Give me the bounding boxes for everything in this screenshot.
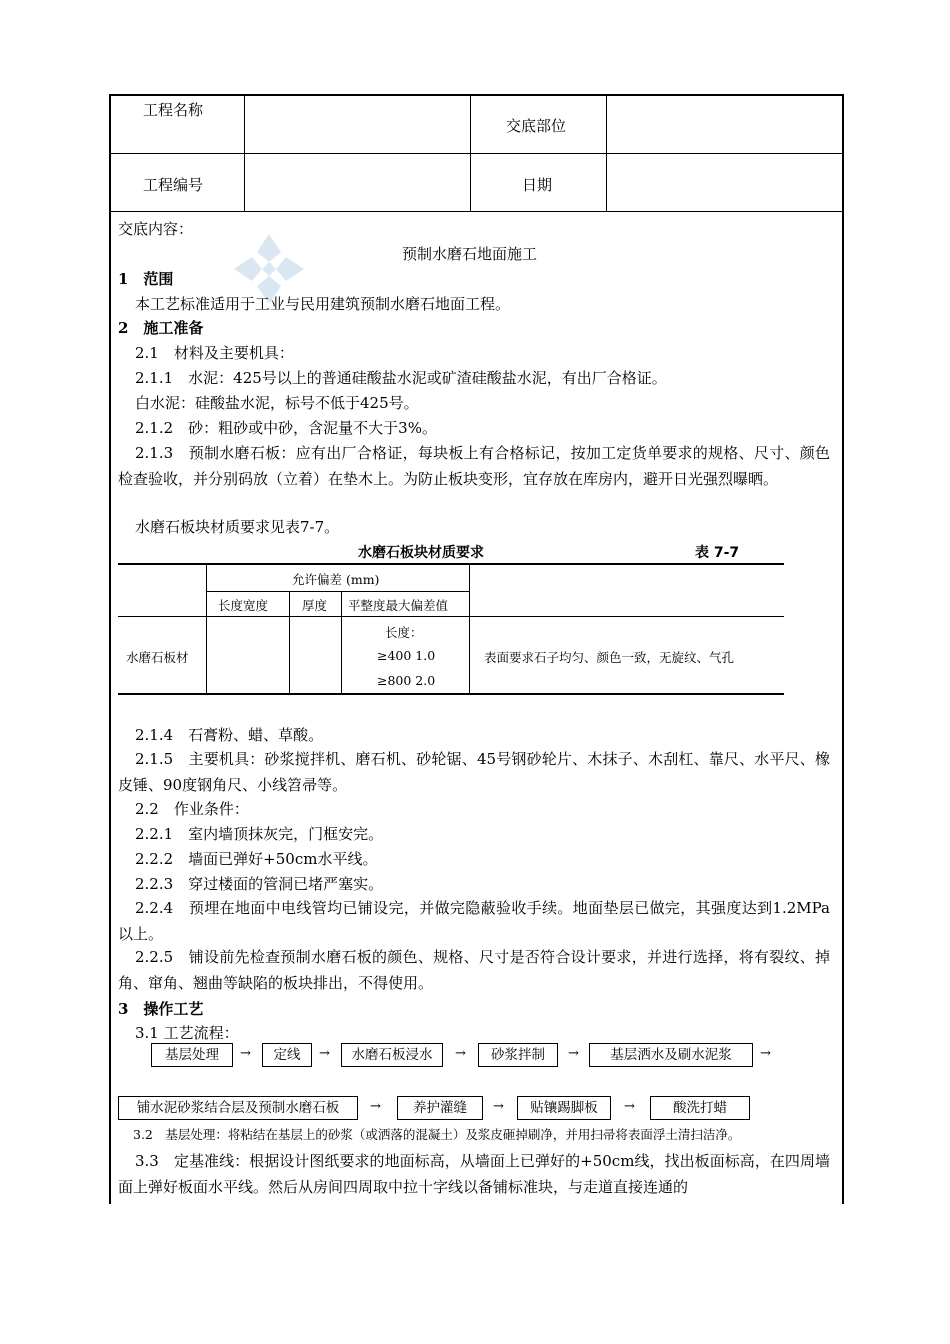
- table-flatness-line-2: ≥400 1.0: [377, 648, 436, 663]
- table-col-1: [206, 564, 207, 694]
- table-reference-text: 水磨石板块材质要求见表7-7。: [135, 518, 340, 536]
- section-2-1-4: 2.1.4 石膏粉、蜡、草酸。: [135, 726, 324, 744]
- flow-arrow-3: →: [455, 1046, 466, 1061]
- table-header-rule: [118, 616, 784, 617]
- table-group-rule: [206, 591, 470, 592]
- table-caption: 水磨石板块材质要求: [358, 545, 484, 561]
- table-requirement: 表面要求石子均匀、颜色一致，无旋纹、气孔: [484, 650, 735, 665]
- section-2-2-3: 2.2.3 穿过楼面的管洞已堵严塞实。: [135, 875, 384, 893]
- flow-arrow-8: →: [624, 1099, 635, 1114]
- table-bottom-rule: [118, 693, 784, 695]
- flow-step-cure-grout: 养护灌缝: [397, 1096, 483, 1120]
- section-1-heading: 1 范围: [118, 270, 174, 288]
- flow-step-acid-wax: 酸洗打蜡: [650, 1096, 750, 1120]
- section-2-2-4-text: 2.2.4 预埋在地面中电线管均已铺设完，并做完隐蔽验收手续。地面垫层已做完，其强度达到1.2MPa以上。: [118, 899, 830, 943]
- header-col-divider-2: [470, 94, 471, 212]
- section-3-3-text: 3.3 定基准线：根据设计图纸要求的地面标高，从墙面上已弹好的+50cm线，找出板面标高，在四周墙面上弹好板面水平线。然后从房间四周取中拉十字线以备铺标准块，与走道直接连通的: [118, 1152, 830, 1196]
- flow-arrow-6: →: [370, 1099, 381, 1114]
- table-col-3: [341, 591, 342, 694]
- table-col-flatness: 平整度最大偏差值: [348, 598, 449, 613]
- flow-arrow-2: →: [319, 1046, 330, 1061]
- table-row-name: 水磨石板材: [126, 650, 189, 665]
- table-group-header: 允许偏差 (mm): [292, 572, 380, 587]
- section-2-1-3: [118, 440, 830, 492]
- document-title: 预制水磨石地面施工: [402, 245, 538, 263]
- section-2-1-1: 2.1.1 水泥：425号以上的普通硅酸盐水泥或矿渣硅酸盐水泥，有出厂合格证。: [135, 369, 667, 387]
- table-col-thickness: 厚度: [302, 598, 328, 613]
- flow-arrow-5: →: [760, 1046, 771, 1061]
- section-2-1-2: 2.1.2 砂：粗砂或中砂，含泥量不大于3%。: [135, 419, 437, 437]
- table-flatness-line-3: ≥800 2.0: [377, 673, 436, 688]
- header-bottom-divider: [109, 211, 842, 212]
- section-2-heading: 2 施工准备: [118, 319, 204, 337]
- flow-step-set-lines: 定线: [262, 1043, 312, 1067]
- section-2-2-4: [118, 895, 830, 947]
- section-2-1-1-white-cement: 白水泥：硅酸盐水泥，标号不低于425号。: [135, 394, 419, 412]
- flow-arrow-4: →: [568, 1046, 579, 1061]
- section-3-1: 3.1 工艺流程：: [135, 1024, 239, 1042]
- table-top-rule: [118, 563, 784, 565]
- section-2-2-1: 2.2.1 室内墙顶抹灰完，门框安完。: [135, 825, 384, 843]
- flow-step-mix-mortar: 砂浆拌制: [478, 1043, 558, 1067]
- section-3-3: [118, 1148, 830, 1200]
- flow-arrow-1: →: [240, 1046, 251, 1061]
- header-row-divider: [109, 153, 842, 154]
- section-2-1-3-text: 2.1.3 预制水磨石板：应有出厂合格证，每块板上有合格标记，按加工定货单要求的规格、尺寸、颜色检查验收，并分别码放（立着）在垫木上。为防止板块变形，宜存放在库房内，避开日光强烈曝晒。: [118, 444, 830, 488]
- section-2-2-2: 2.2.2 墙面已弹好+50cm水平线。: [135, 850, 378, 868]
- flow-step-soak-tiles: 水磨石板浸水: [341, 1043, 443, 1067]
- flow-step-wet-base: 基层洒水及刷水泥浆: [589, 1043, 753, 1067]
- section-2-2-5: [118, 944, 830, 996]
- flow-step-skirting: 贴镶踢脚板: [517, 1096, 611, 1120]
- project-no-label: 工程编号: [143, 176, 204, 194]
- header-col-divider-3: [606, 94, 607, 212]
- project-name-label: 工程名称: [143, 101, 204, 119]
- handover-part-label: 交底部位: [506, 117, 567, 135]
- section-3-heading: 3 操作工艺: [118, 1000, 204, 1018]
- table-col-4: [469, 564, 470, 694]
- table-col-length-width: 长度宽度: [218, 598, 269, 613]
- section-2-2-5-text: 2.2.5 铺设前先检查预制水磨石板的颜色、规格、尺寸是否符合设计要求，并进行选择，将有裂纹、掉角、窜角、翘曲等缺陷的板块排出，不得使用。: [118, 948, 830, 992]
- section-2-1: 2.1 材料及主要机具：: [135, 344, 294, 362]
- table-flatness-line-1: 长度：: [385, 625, 423, 640]
- flow-step-base-treatment: 基层处理: [151, 1043, 233, 1067]
- handover-content-label: 交底内容：: [118, 220, 194, 238]
- flow-arrow-7: →: [493, 1099, 504, 1114]
- flow-step-lay-tiles: 铺水泥砂浆结合层及预制水磨石板: [118, 1096, 358, 1120]
- section-3-2: 3.2 基层处理：将粘结在基层上的砂浆（或洒落的混凝土）及浆皮砸掉刷净，并用扫帚将表面浮土清扫洁净。: [133, 1127, 741, 1142]
- section-2-1-5: [118, 746, 830, 798]
- section-2-1-5-text: 2.1.5 主要机具：砂浆搅拌机、磨石机、砂轮锯、45号钢砂轮片、木抹子、木刮杠、靠尺、水平尺、橡皮锤、90度钢角尺、小线笤帚等。: [118, 750, 830, 794]
- table-number: 表 7-7: [695, 545, 740, 561]
- table-col-2: [289, 591, 290, 694]
- section-1-text: 本工艺标准适用于工业与民用建筑预制水磨石地面工程。: [135, 295, 511, 313]
- date-label: 日期: [522, 176, 553, 194]
- header-col-divider-1: [244, 94, 245, 212]
- section-2-2: 2.2 作业条件：: [135, 800, 249, 818]
